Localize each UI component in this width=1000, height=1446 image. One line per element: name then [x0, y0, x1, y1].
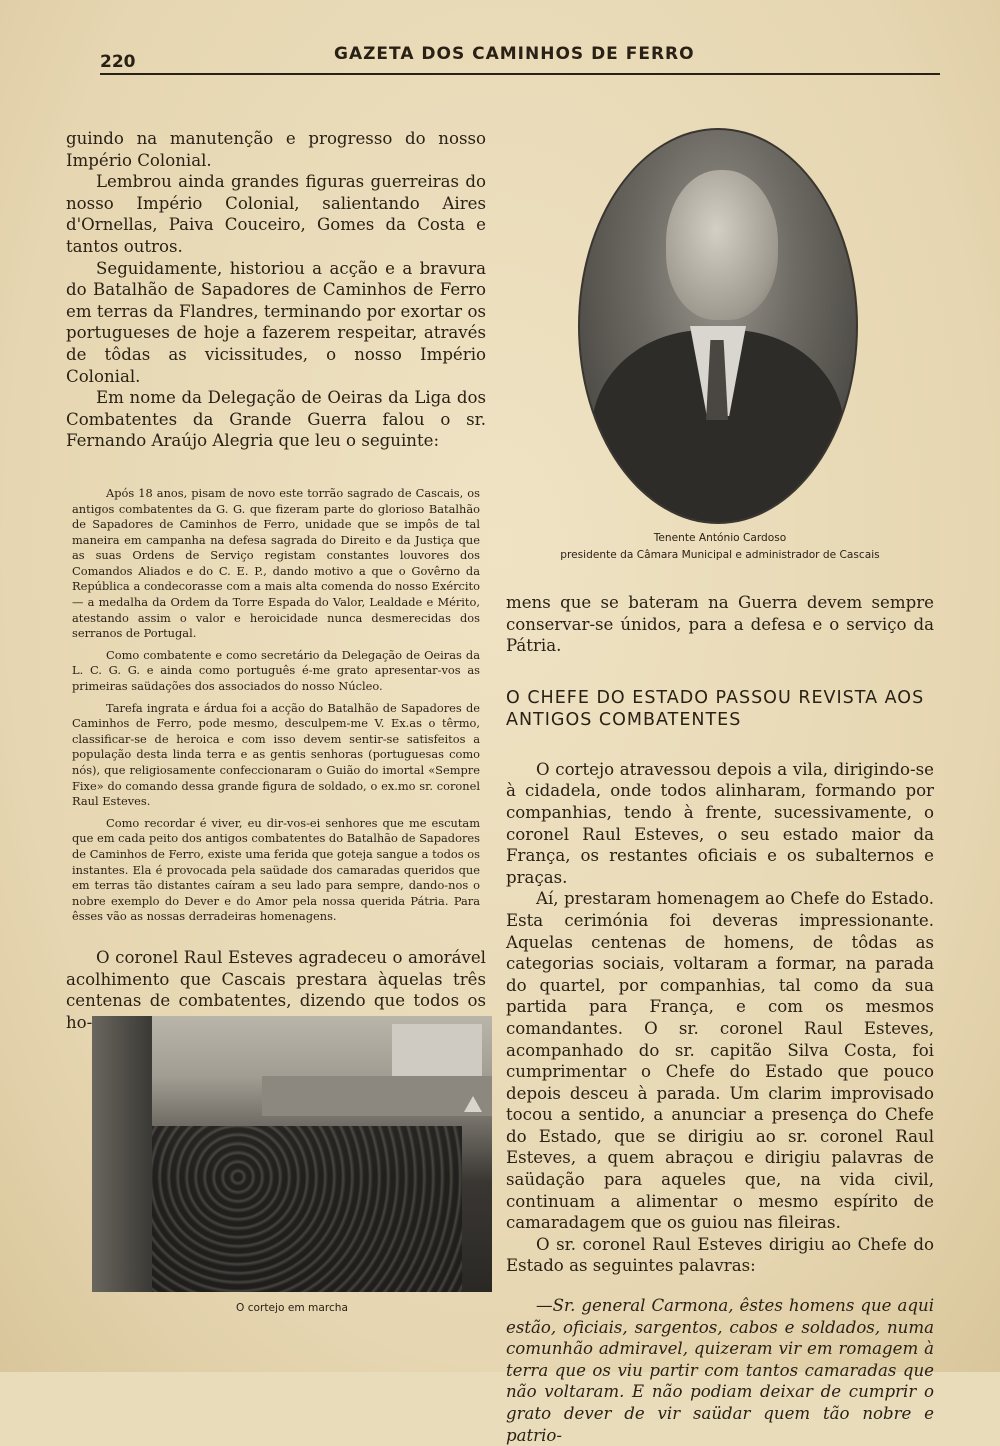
left-column — [66, 128, 486, 1033]
right-column — [506, 592, 934, 1446]
paragraph: Em nome da Delegação de Oeiras da Liga dos Combatentes da Grande Guerra falou o sr. Fernando Araújo Alegria que leu o seguinte: — [66, 388, 486, 451]
speech-paragraph: Como recordar é viver, eu dir-vos-ei senhores que me escutam que em cada peito dos antigos combatentes do Batalhão de Sapadores de Caminhos de Ferro, existe uma ferida que goteja sangue a todos os instantes. Ela é provocada pela saüdade dos camaradas queridos que em terras tão distantes caíram a seu lado para sempre, dando-nos o nobre exemplo do Dever e do Amor pela nossa querida Pátria. Para êsses vão as nossas derradeiras homenagens. — [72, 815, 480, 924]
photo-harbour — [262, 1076, 492, 1116]
speech-block — [66, 486, 486, 925]
paragraph: O cortejo atravessou depois a vila, dirigindo-se à cidadela, onde todos alinharam, formando por companhias, tendo à frente, sucessivamente, o coronel Raul Esteves, o seu estado maior da França, os restantes oficiais e os subalternos e praças. — [506, 759, 934, 887]
page-header — [100, 42, 940, 82]
speech-paragraph: Após 18 anos, pisam de novo este torrão sagrado de Cascais, os antigos combatentes da G. G. que fizeram parte do glorioso Batalhão de Sapadores de Caminhos de Ferro, unidade que se impôs de tal maneira em campanha na defesa sagrada do Direito e da Justiça que as suas Ordens de Serviço registam constantes louvores dos Comandos Aliados e do C. E. P., dando motivo a que o Govêrno da República a condecorasse com a mais alta comenda do nosso Exército — a medalha da Ordem da Torre Espada do Valor, Lealdade e Mérito, atestando assim o valor e heroicidade nunca desmerecidas dos serranos de Portugal. — [72, 485, 480, 641]
paragraph: guindo na manutenção e progresso do nosso Império Colonial. — [66, 129, 486, 170]
march-photo — [92, 1016, 492, 1292]
paragraph: Seguidamente, historiou a acção e a bravura do Batalhão de Sapadores de Caminhos de Ferro em terras da Flandres, terminando por exortar os portugueses de hoje a fazerem respeitar, através de tôdas as vicissitudes, o nosso Império Colonial. — [66, 258, 486, 386]
speech-paragraph: Como combatente e como secretário da Delegação de Oeiras da L. C. G. G. e ainda como português é-me grato apresentar-vos as primeiras saüdações dos associados do nosso Núcleo. — [72, 647, 480, 694]
photo-crowd — [142, 1126, 462, 1292]
section-heading: O CHEFE DO ESTADO PASSOU REVISTA AOS ANTIGOS COMBATENTES — [506, 687, 925, 730]
road-sign-icon — [464, 1096, 482, 1112]
photo-wall — [92, 1016, 152, 1292]
quote-paragraph: —Sr. general Carmona, êstes homens que aqui estão, oficiais, sargentos, cabos e soldados, numa comunhão admiravel, quizeram vir em romagem à terra que os viu partir com tantos camaradas que não voltaram. E não podiam deixar de cumprir o grato dever de vir saüdar quem tão nobre e patrio- — [506, 1296, 934, 1445]
march-caption: O cortejo em marcha — [236, 1302, 348, 1314]
paragraph: O coronel Raul Esteves agradeceu o amorável acolhimento que Cascais prestara àquelas três centenas de combatentes, dizendo que todos os ho- — [66, 947, 486, 1032]
journal-title: GAZETA DOS CAMINHOS DE FERRO — [334, 44, 695, 64]
paragraph: mens que se bateram na Guerra devem sempre conservar-se únidos, para a defesa e o serviço da Pátria. — [506, 593, 934, 656]
speech-paragraph: Tarefa ingrata e árdua foi a acção do Batalhão de Sapadores de Caminhos de Ferro, pode mesmo, desculpem-me V. Ex.as o têrmo, classificar-se de heroica e com isso devem sentir-se satisfeitos a população desta linda terra e as gentis senhoras (portuguesas como nós), que religiosamente confeccionaram o Guião do imortal «Sempre Fixe» do comando dessa grande figura de soldado, o ex.mo sr. coronel Raul Esteves. — [72, 700, 480, 809]
portrait-head — [666, 170, 778, 320]
portrait-photo — [578, 128, 858, 524]
page-number: 220 — [100, 52, 136, 72]
paragraph: Lembrou ainda grandes figuras guerreiras do nosso Império Colonial, salientando Aires d'Ornellas, Paiva Couceiro, Gomes da Costa e tantos outros. — [66, 172, 486, 256]
paragraph: Aí, prestaram homenagem ao Chefe do Estado. Esta cerimónia foi deveras impressionante. Aquelas centenas de homens, de tôdas as categorias sociais, voltaram a formar, na parada do quartel, por companhias, tal como da sua partida para França, e com os mesmos comandantes. O sr. coronel Raul Esteves, acompanhado do sr. capitão Silva Costa, foi cumprimentar o Chefe do Estado que pouco depois desceu à parada. Um clarim improvisado tocou a sentido, a anunciar a presença do Chefe do Estado, que se dirigiu ao sr. coronel Raul Esteves, a quem abraçou e dirigiu palavras de saüdação para aqueles que, na vida civil, continuam a alimentar o mesmo espírito de camaradagem que os guiou nas fileiras. — [506, 889, 934, 1233]
header-rule — [100, 73, 940, 75]
portrait-caption — [520, 530, 920, 564]
paragraph: O sr. coronel Raul Esteves dirigiu ao Chefe do Estado as seguintes palavras: — [506, 1234, 934, 1276]
portrait-caption-role: presidente da Câmara Municipal e administrador de Cascais — [560, 549, 880, 561]
portrait-caption-name: Tenente António Cardoso — [653, 532, 787, 544]
